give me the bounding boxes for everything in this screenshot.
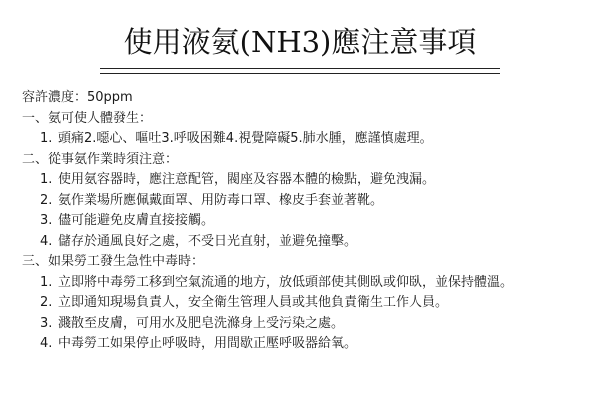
item-text: 濺散至皮膚，可用水及肥皂洗滌身上受污染之處。 bbox=[58, 315, 345, 331]
title-block bbox=[100, 16, 500, 72]
document-title: 使用液氨(NH3)應注意事項 bbox=[123, 25, 477, 59]
list-item bbox=[22, 273, 592, 294]
list-item bbox=[22, 191, 592, 212]
item-number: 4. bbox=[40, 336, 53, 351]
list-item bbox=[22, 334, 592, 355]
item-text: 中毒勞工如果停止呼吸時，用間歇正壓呼吸器給氧。 bbox=[58, 336, 358, 351]
list-item bbox=[22, 170, 592, 191]
item-number: 2. bbox=[40, 192, 53, 208]
list-item bbox=[22, 293, 592, 314]
list-item bbox=[22, 314, 592, 335]
item-number: 4. bbox=[40, 233, 53, 249]
item-number: 1. bbox=[40, 274, 53, 290]
concentration-limit: 容許濃度：50ppm bbox=[22, 90, 133, 105]
item-text: 使用氨容器時，應注意配管，閥座及容器本體的檢點，避免洩漏。 bbox=[58, 172, 436, 187]
item-text: 立即將中毒勞工移到空氣流通的地方，放低頭部使其側臥或仰臥，並保持體溫。 bbox=[58, 274, 514, 290]
list-item bbox=[22, 232, 592, 253]
item-text: 氨作業場所應佩戴面罩、用防毒口罩、橡皮手套並著靴。 bbox=[58, 192, 384, 208]
item-text: 頭痛2.噁心、嘔吐3.呼吸困難4.視覺障礙5.肺水腫，應謹慎處理。 bbox=[58, 131, 433, 146]
item-text: 儲存於通風良好之處，不受日光直射，並避免撞擊。 bbox=[58, 233, 358, 249]
section-heading-2: 二、從事氨作業時須注意： bbox=[22, 151, 179, 167]
list-item bbox=[22, 211, 592, 232]
item-number: 1. bbox=[40, 131, 53, 146]
section-heading-1: 一、氨可使人體發生： bbox=[22, 110, 153, 126]
item-text: 立即通知現場負責人，安全衛生管理人員或其他負責衛生工作人員。 bbox=[58, 295, 449, 310]
item-number: 3. bbox=[40, 213, 53, 228]
title-underline-top bbox=[100, 68, 500, 69]
item-number: 3. bbox=[40, 315, 53, 331]
section-heading-3: 三、如果勞工發生急性中毒時： bbox=[22, 254, 205, 269]
title-underline-bottom bbox=[100, 73, 500, 74]
item-text: 儘可能避免皮膚直接接觸。 bbox=[58, 213, 215, 228]
item-number: 1. bbox=[40, 172, 53, 187]
list-item bbox=[22, 129, 592, 150]
item-number: 2. bbox=[40, 295, 53, 310]
document-body bbox=[22, 88, 592, 355]
